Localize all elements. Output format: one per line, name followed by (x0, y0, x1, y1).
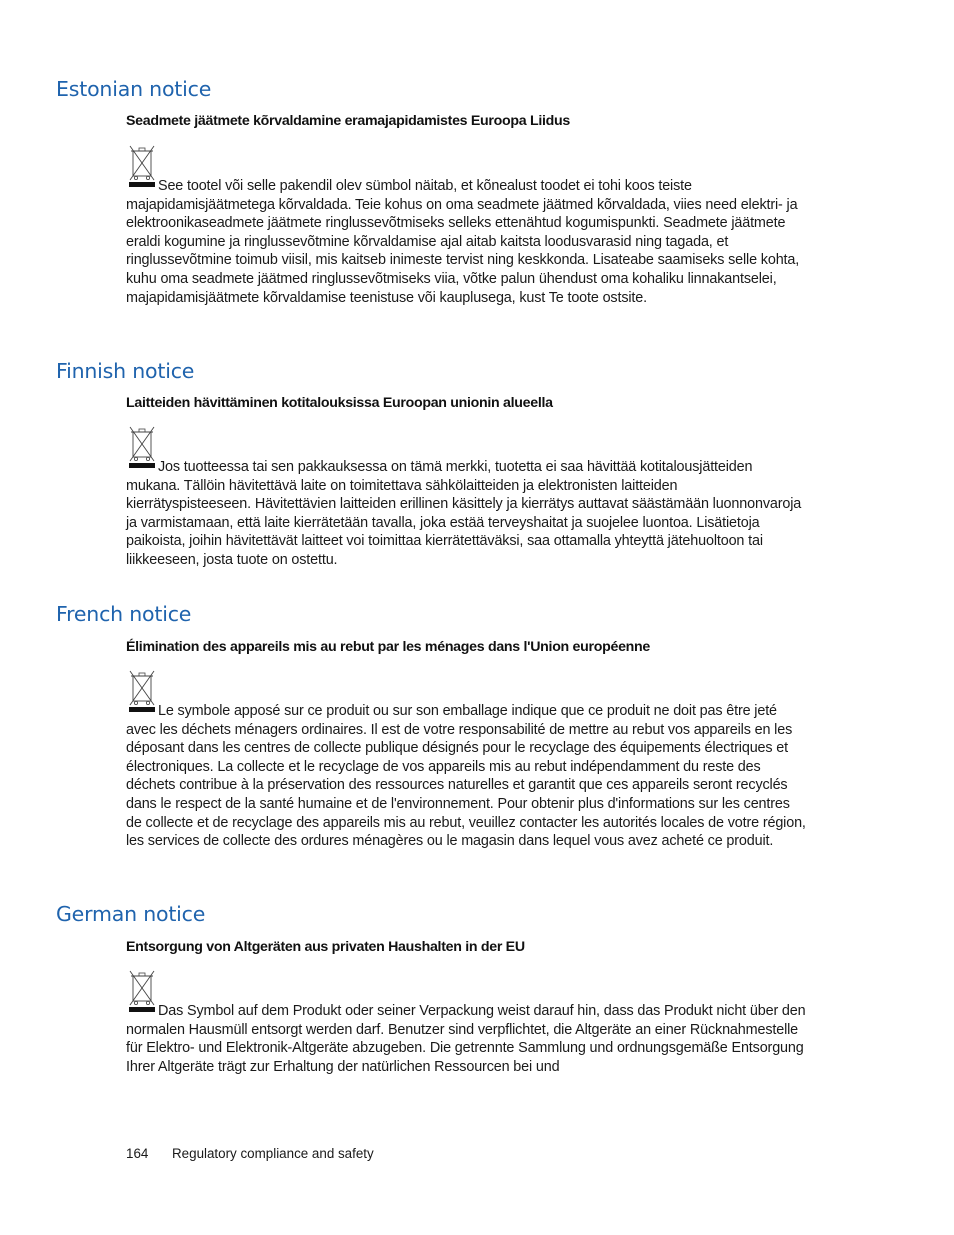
section-subheading-finnish: Laitteiden hävittäminen kotitalouksissa Euroopan unionin alueella (126, 395, 553, 411)
section-body-german: Das Symbol auf dem Produkt oder seiner Verpackung weist darauf hin, dass das Produkt nicht über den normalen Hausmüll entsorgt werden darf. Benutzer sind verpflichtet, die Altgeräte an einer Rücknahmestelle für Elektro- und Elektronik-Altgeräte abzugeben. Die getrennte Sammlung und ordnungsgemäße Entsorgung Ihrer Altgeräte trägt zur Erhaltung der natürlichen Ressourcen bei und (126, 1003, 806, 1075)
section-subheading-french: Élimination des appareils mis au rebut par les ménages dans l'Union européenne (126, 639, 650, 655)
section-heading-estonian: Estonian notice (56, 77, 212, 101)
section-heading-french: French notice (56, 602, 192, 626)
page-number: 164 (126, 1146, 149, 1161)
section-body-finnish: Jos tuotteessa tai sen pakkauksessa on tämä merkki, tuotetta ei saa hävittää kotitalousjätteiden mukana. Tällöin hävitettävä laite on toimitettava sähkölaitteiden ja elektronisten laitteiden kierrätyspisteeseen. Hävitettävien laitteiden erillinen käsittely ja kierrätys auttavat säästämään luonnonvaroja ja varmistamaan, että laite kierrätetään tavalla, joka estää terveyshaitat ja suojelee luontoa. Lisätietoja paikoista, joihin hävitettävät laitteet voi toimittaa kierrätettäväksi, saa ottamalla yhteyttä jätehuoltoon tai liikkeeseen, josta tuote on ostettu. (126, 459, 802, 568)
footer-title: Regulatory compliance and safety (172, 1146, 374, 1161)
section-heading-finnish: Finnish notice (56, 359, 195, 383)
section-body-estonian: See tootel või selle pakendil olev sümbol näitab, et kõnealust toodet ei tohi koos teiste majapidamisjäätmetega kõrvaldada. Teie kohus on oma seadmete jäätmed kõrvaldada, viies need elektri- ja elektroonikaseadmete jäätmete ringlussevõtmiseks selleks ettenähtud kogumispunkti. Seadmete jäätmete eraldi kogumine ja ringlussevõtmine kõrvaldamise ajal aitab kaitsta loodusvarasid ning tagada, et ringlussevõtmine toimub viisil, mis kaitseb inimeste tervist ning keskkonda. Lisateabe saamiseks selle kohta, kuhu oma seadmete jäätmed ringlussevõtmiseks viia, võtke palun ühendust oma kohaliku linnakantselei, majapidamisjäätmete kõrvaldamise teenistuse või kauplusega, kust Te toote ostsite. (126, 178, 800, 306)
page-footer (126, 1146, 374, 1161)
section-body-french: Le symbole apposé sur ce produit ou sur son emballage indique que ce produit ne doit pas être jeté avec les déchets ménagers ordinaires. Il est de votre responsabilité de mettre au rebut vos appareils en les déposant dans les centres de collecte publique désignés pour le recyclage des équipements électriques et électroniques. La collecte et le recyclage de vos appareils mis au rebut indépendamment du reste des déchets contribue à la préservation des ressources naturelles et garantit que ces appareils seront recyclés dans le respect de la santé humaine et de l'environnement. Pour obtenir plus d'informations sur les centres de collecte et de recyclage des appareils mis au rebut, veuillez contacter les autorités locales de votre région, les services de collecte des ordures ménagères ou le magasin dans lequel vous avez acheté ce produit. (126, 703, 806, 850)
section-heading-german: German notice (56, 902, 206, 926)
section-subheading-estonian: Seadmete jäätmete kõrvaldamine eramajapidamistes Euroopa Liidus (126, 113, 570, 129)
section-subheading-german: Entsorgung von Altgeräten aus privaten Haushalten in der EU (126, 939, 525, 955)
